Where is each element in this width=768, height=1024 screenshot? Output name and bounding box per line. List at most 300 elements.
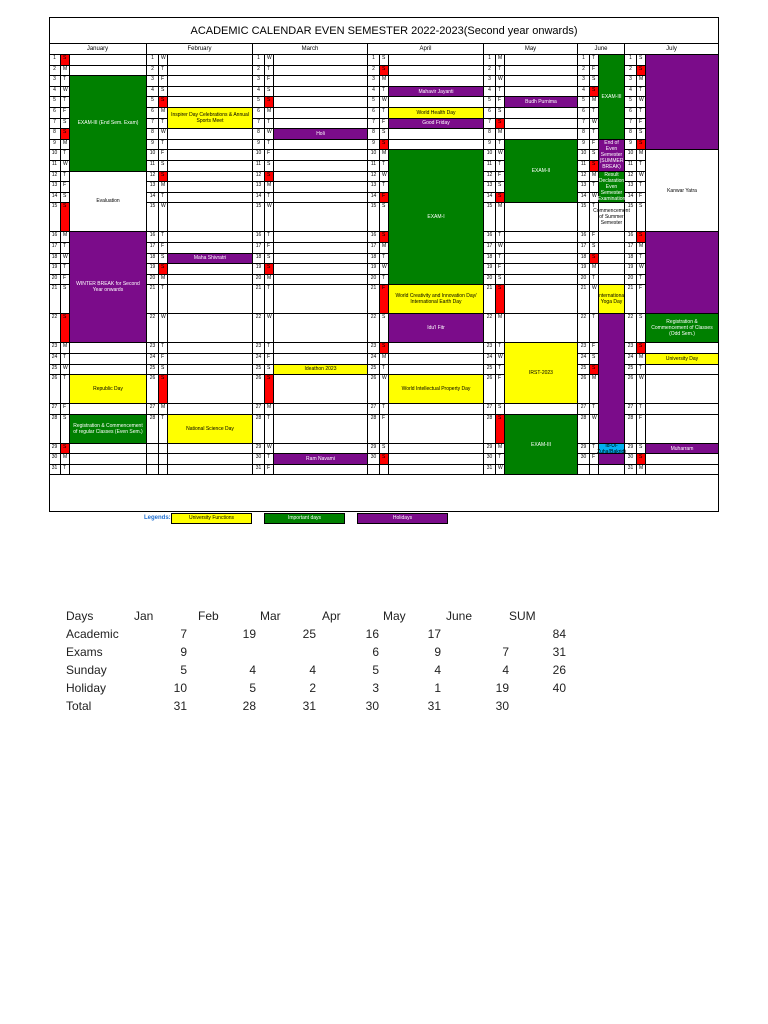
event-empty xyxy=(389,66,484,77)
day-letter: F xyxy=(159,150,168,161)
day-number: 21 xyxy=(578,285,590,314)
day-letter: F xyxy=(590,66,599,77)
event-empty xyxy=(389,129,484,140)
summary-cell: 6 xyxy=(372,645,379,659)
day-number: 16 xyxy=(625,232,637,243)
day-number: 4 xyxy=(484,87,496,98)
day-number: 1 xyxy=(625,55,637,66)
event-empty xyxy=(505,76,578,87)
day-number: 29 xyxy=(484,444,496,455)
summary-header: Mar xyxy=(260,609,281,623)
day-letter: M xyxy=(496,314,505,343)
day-letter: T xyxy=(637,404,646,415)
empty-cell xyxy=(389,465,484,476)
summary-cell: 4 xyxy=(502,663,509,677)
empty-cell xyxy=(147,465,159,476)
day-letter: S xyxy=(590,254,599,265)
day-number: 19 xyxy=(147,264,159,275)
day-number: 2 xyxy=(253,66,265,77)
day-letter: T xyxy=(265,343,274,354)
day-letter: T xyxy=(265,415,274,444)
event-empty xyxy=(168,97,253,108)
day-number: 15 xyxy=(625,203,637,232)
day-number: 4 xyxy=(253,87,265,98)
event-empty xyxy=(274,243,368,254)
day-letter: S xyxy=(380,129,389,140)
month-header: January xyxy=(49,44,147,55)
day-letter: S xyxy=(159,172,168,183)
day-letter: M xyxy=(496,55,505,66)
day-number: 16 xyxy=(368,232,380,243)
day-letter: T xyxy=(159,343,168,354)
day-number: 21 xyxy=(147,285,159,314)
day-number: 1 xyxy=(147,55,159,66)
day-number: 3 xyxy=(49,76,61,87)
summary-table xyxy=(66,609,586,719)
day-number: 22 xyxy=(625,314,637,343)
empty-cell xyxy=(159,454,168,465)
day-letter: F xyxy=(380,193,389,204)
day-letter: S xyxy=(61,203,70,232)
day-letter: T xyxy=(265,193,274,204)
day-number: 5 xyxy=(484,97,496,108)
day-letter: T xyxy=(637,365,646,376)
event-empty xyxy=(168,314,253,343)
day-letter: T xyxy=(590,314,599,343)
event-block: Registration & Commencement of regular Classes (Even Sem.) xyxy=(70,415,147,444)
day-number: 11 xyxy=(625,161,637,172)
event-block xyxy=(646,232,719,314)
day-letter: T xyxy=(637,108,646,119)
day-number: 24 xyxy=(368,354,380,365)
day-letter: T xyxy=(159,119,168,130)
day-number: 15 xyxy=(578,203,590,232)
day-number: 10 xyxy=(253,150,265,161)
event-block: Maha Shivratri xyxy=(168,254,253,265)
event-block: Good Friday xyxy=(389,119,484,130)
day-letter: S xyxy=(496,404,505,415)
day-letter: F xyxy=(380,285,389,314)
day-letter: T xyxy=(265,119,274,130)
event-empty xyxy=(505,254,578,265)
month-header: June xyxy=(578,44,625,55)
day-letter: S xyxy=(496,108,505,119)
day-number: 23 xyxy=(147,343,159,354)
day-letter: T xyxy=(380,254,389,265)
day-letter: S xyxy=(61,119,70,130)
day-number: 25 xyxy=(147,365,159,376)
day-letter: S xyxy=(637,454,646,465)
summary-row-label: Academic xyxy=(66,627,119,641)
summary-cell: 26 xyxy=(552,663,566,677)
day-letter: S xyxy=(637,55,646,66)
day-letter: T xyxy=(61,264,70,275)
summary-header: May xyxy=(383,609,406,623)
day-number: 18 xyxy=(578,254,590,265)
day-letter: S xyxy=(496,275,505,286)
event-empty xyxy=(168,275,253,286)
day-number: 6 xyxy=(368,108,380,119)
day-letter: S xyxy=(159,375,168,404)
day-letter: S xyxy=(380,55,389,66)
day-letter: T xyxy=(637,182,646,193)
day-number: 11 xyxy=(578,161,590,172)
day-number: 18 xyxy=(49,254,61,265)
event-empty xyxy=(70,454,147,465)
day-number: 7 xyxy=(368,119,380,130)
day-letter: W xyxy=(380,172,389,183)
day-number: 23 xyxy=(578,343,590,354)
event-empty xyxy=(274,55,368,66)
day-letter: T xyxy=(380,404,389,415)
day-number: 5 xyxy=(147,97,159,108)
day-letter: M xyxy=(159,108,168,119)
empty-cell xyxy=(590,465,599,476)
day-number: 6 xyxy=(625,108,637,119)
day-letter: T xyxy=(637,254,646,265)
event-empty xyxy=(274,465,368,476)
day-letter: S xyxy=(496,193,505,204)
event-empty xyxy=(389,55,484,66)
event-empty xyxy=(168,243,253,254)
event-empty xyxy=(274,161,368,172)
event-empty xyxy=(505,66,578,77)
event-empty xyxy=(389,365,484,376)
day-letter: T xyxy=(496,232,505,243)
day-number: 9 xyxy=(625,140,637,151)
event-block: End of Even Semester (SUMMER BREAK) xyxy=(599,140,624,171)
event-empty xyxy=(274,119,368,130)
day-letter: S xyxy=(159,87,168,98)
day-number: 10 xyxy=(484,150,496,161)
day-letter: S xyxy=(380,444,389,455)
event-empty xyxy=(389,354,484,365)
day-letter: S xyxy=(159,254,168,265)
summary-cell: 9 xyxy=(434,645,441,659)
event-block: Republic Day xyxy=(70,375,147,404)
day-letter: F xyxy=(159,76,168,87)
day-letter: W xyxy=(637,264,646,275)
day-number: 21 xyxy=(368,285,380,314)
event-empty xyxy=(274,415,368,444)
empty-cell xyxy=(159,465,168,476)
day-letter: S xyxy=(496,285,505,314)
event-empty xyxy=(274,76,368,87)
day-letter: S xyxy=(496,415,505,444)
event-block: Evaluation xyxy=(70,172,147,233)
event-empty xyxy=(168,87,253,98)
event-empty xyxy=(168,203,253,232)
day-letter: F xyxy=(159,243,168,254)
day-number: 22 xyxy=(578,314,590,343)
day-number: 20 xyxy=(49,275,61,286)
event-block: Kanwar Yatra xyxy=(646,150,719,232)
day-letter: T xyxy=(380,275,389,286)
summary-header: Days xyxy=(66,609,94,623)
day-letter: M xyxy=(496,203,505,232)
event-empty xyxy=(505,232,578,243)
day-number: 18 xyxy=(625,254,637,265)
day-number: 31 xyxy=(484,465,496,476)
event-empty xyxy=(505,129,578,140)
day-letter: T xyxy=(637,87,646,98)
day-number: 8 xyxy=(484,129,496,140)
day-letter: W xyxy=(380,97,389,108)
event-empty xyxy=(274,193,368,204)
event-empty xyxy=(70,404,147,415)
event-empty xyxy=(70,55,147,66)
event-empty xyxy=(168,232,253,243)
summary-cell: 84 xyxy=(552,627,566,641)
day-number: 6 xyxy=(578,108,590,119)
day-number: 20 xyxy=(578,275,590,286)
summary-cell: 31 xyxy=(173,699,187,713)
day-number: 5 xyxy=(368,97,380,108)
day-letter: T xyxy=(590,129,599,140)
event-block: WINTER BREAK for Second Year onwards xyxy=(70,232,147,343)
day-letter: M xyxy=(380,150,389,161)
summary-cell: 30 xyxy=(365,699,379,713)
day-number: 23 xyxy=(253,343,265,354)
day-number: 2 xyxy=(147,66,159,77)
day-letter: F xyxy=(590,232,599,243)
day-number: 24 xyxy=(49,354,61,365)
event-empty xyxy=(168,140,253,151)
day-number: 9 xyxy=(484,140,496,151)
event-empty xyxy=(70,365,147,376)
event-empty xyxy=(274,87,368,98)
event-empty xyxy=(505,203,578,232)
day-letter: F xyxy=(265,465,274,476)
day-letter: T xyxy=(637,275,646,286)
day-letter: M xyxy=(265,404,274,415)
event-block: Ideathon 2023 xyxy=(274,365,368,376)
day-letter: W xyxy=(590,119,599,130)
day-letter: T xyxy=(61,354,70,365)
day-number: 6 xyxy=(147,108,159,119)
day-letter: T xyxy=(590,182,599,193)
day-letter: S xyxy=(265,365,274,376)
day-number: 9 xyxy=(49,140,61,151)
day-letter: W xyxy=(590,285,599,314)
day-number: 19 xyxy=(484,264,496,275)
day-number: 28 xyxy=(253,415,265,444)
day-letter: S xyxy=(61,193,70,204)
day-letter: S xyxy=(590,243,599,254)
day-number: 25 xyxy=(253,365,265,376)
day-letter: F xyxy=(590,454,599,465)
day-number: 20 xyxy=(625,275,637,286)
day-number: 14 xyxy=(484,193,496,204)
event-block: Registration & Commencement of Classes (Odd Sem.) xyxy=(646,314,719,343)
day-number: 21 xyxy=(49,285,61,314)
event-empty xyxy=(599,243,625,254)
event-block xyxy=(599,314,625,443)
summary-cell: 7 xyxy=(180,627,187,641)
day-letter: F xyxy=(637,285,646,314)
day-number: 6 xyxy=(49,108,61,119)
day-letter: M xyxy=(496,129,505,140)
day-letter: F xyxy=(380,415,389,444)
event-block: Muharram xyxy=(646,444,719,455)
event-block: Holi xyxy=(274,129,368,140)
empty-cell xyxy=(599,465,625,476)
day-letter: F xyxy=(380,119,389,130)
day-letter: T xyxy=(159,140,168,151)
day-letter: S xyxy=(380,314,389,343)
day-number: 17 xyxy=(49,243,61,254)
event-empty xyxy=(505,243,578,254)
day-letter: W xyxy=(61,365,70,376)
day-number: 29 xyxy=(625,444,637,455)
summary-cell: 1 xyxy=(434,681,441,695)
event-empty xyxy=(389,415,484,444)
day-number: 8 xyxy=(625,129,637,140)
day-letter: S xyxy=(380,454,389,465)
day-number: 19 xyxy=(578,264,590,275)
day-letter: S xyxy=(637,203,646,232)
event-empty xyxy=(505,264,578,275)
day-number: 11 xyxy=(49,161,61,172)
day-letter: M xyxy=(380,76,389,87)
calendar-title: ACADEMIC CALENDAR EVEN SEMESTER 2022-2023(Second year onwards) xyxy=(49,17,719,44)
day-letter: T xyxy=(496,454,505,465)
empty-cell xyxy=(380,465,389,476)
day-number: 21 xyxy=(625,285,637,314)
day-number: 30 xyxy=(578,454,590,465)
event-block: Commencement of Summer Semester xyxy=(599,203,625,232)
summary-cell: 10 xyxy=(173,681,187,695)
day-number: 1 xyxy=(49,55,61,66)
day-letter: W xyxy=(380,375,389,404)
day-letter: T xyxy=(61,243,70,254)
day-letter: W xyxy=(590,193,599,204)
day-number: 15 xyxy=(484,203,496,232)
day-number: 5 xyxy=(49,97,61,108)
day-number: 18 xyxy=(147,254,159,265)
day-number: 7 xyxy=(578,119,590,130)
day-letter: S xyxy=(61,129,70,140)
day-number: 13 xyxy=(49,182,61,193)
day-number: 10 xyxy=(625,150,637,161)
summary-cell: 5 xyxy=(180,663,187,677)
day-number: 3 xyxy=(368,76,380,87)
event-empty xyxy=(646,375,719,404)
day-letter: W xyxy=(159,203,168,232)
event-empty xyxy=(70,465,147,476)
day-number: 25 xyxy=(49,365,61,376)
day-letter: S xyxy=(590,76,599,87)
day-letter: S xyxy=(496,119,505,130)
day-letter: S xyxy=(61,285,70,314)
day-number: 15 xyxy=(368,203,380,232)
event-empty xyxy=(505,404,578,415)
empty-cell xyxy=(147,454,159,465)
day-number: 12 xyxy=(368,172,380,183)
day-letter: M xyxy=(637,465,646,476)
legend-important-days: Important days xyxy=(264,513,345,524)
day-number: 26 xyxy=(147,375,159,404)
summary-cell: 4 xyxy=(309,663,316,677)
day-letter: M xyxy=(61,66,70,77)
empty-cell xyxy=(147,444,159,455)
day-letter: S xyxy=(61,314,70,343)
day-number: 8 xyxy=(368,129,380,140)
event-empty xyxy=(274,264,368,275)
day-letter: F xyxy=(637,415,646,444)
day-number: 18 xyxy=(368,254,380,265)
event-empty xyxy=(646,404,719,415)
event-block: Id-Ul-Zuha(Bakrid) xyxy=(597,442,626,455)
month-header: March xyxy=(253,44,368,55)
day-letter: F xyxy=(496,264,505,275)
day-number: 2 xyxy=(484,66,496,77)
day-number: 5 xyxy=(253,97,265,108)
day-number: 4 xyxy=(578,87,590,98)
day-number: 17 xyxy=(147,243,159,254)
day-letter: S xyxy=(265,172,274,183)
day-number: 8 xyxy=(49,129,61,140)
day-number: 28 xyxy=(484,415,496,444)
day-number: 22 xyxy=(253,314,265,343)
day-number: 14 xyxy=(368,193,380,204)
day-letter: T xyxy=(265,66,274,77)
day-number: 22 xyxy=(484,314,496,343)
day-number: 30 xyxy=(484,454,496,465)
event-empty xyxy=(274,108,368,119)
day-number: 30 xyxy=(49,454,61,465)
day-number: 10 xyxy=(578,150,590,161)
day-letter: T xyxy=(380,161,389,172)
day-number: 26 xyxy=(484,375,496,404)
day-number: 31 xyxy=(253,465,265,476)
day-number: 27 xyxy=(578,404,590,415)
day-number: 7 xyxy=(484,119,496,130)
day-number: 2 xyxy=(625,66,637,77)
day-letter: W xyxy=(265,55,274,66)
event-empty xyxy=(70,66,147,77)
event-empty xyxy=(168,285,253,314)
empty-cell xyxy=(368,465,380,476)
day-number: 25 xyxy=(578,365,590,376)
day-number: 13 xyxy=(625,182,637,193)
day-letter: F xyxy=(637,119,646,130)
day-number: 15 xyxy=(253,203,265,232)
day-letter: M xyxy=(496,444,505,455)
event-empty xyxy=(168,404,253,415)
day-letter: F xyxy=(637,193,646,204)
event-empty xyxy=(389,444,484,455)
day-number: 4 xyxy=(625,87,637,98)
event-empty xyxy=(505,285,578,314)
day-number: 23 xyxy=(368,343,380,354)
event-empty xyxy=(389,76,484,87)
event-empty xyxy=(599,264,625,275)
day-number: 28 xyxy=(625,415,637,444)
summary-cell: 4 xyxy=(434,663,441,677)
summary-header: SUM xyxy=(509,609,536,623)
day-number: 5 xyxy=(578,97,590,108)
day-number: 16 xyxy=(578,232,590,243)
day-letter: M xyxy=(590,264,599,275)
event-empty xyxy=(646,465,719,476)
day-number: 17 xyxy=(253,243,265,254)
day-number: 17 xyxy=(484,243,496,254)
day-letter: S xyxy=(265,161,274,172)
day-letter: F xyxy=(265,354,274,365)
event-empty xyxy=(599,232,625,243)
day-letter: W xyxy=(496,150,505,161)
